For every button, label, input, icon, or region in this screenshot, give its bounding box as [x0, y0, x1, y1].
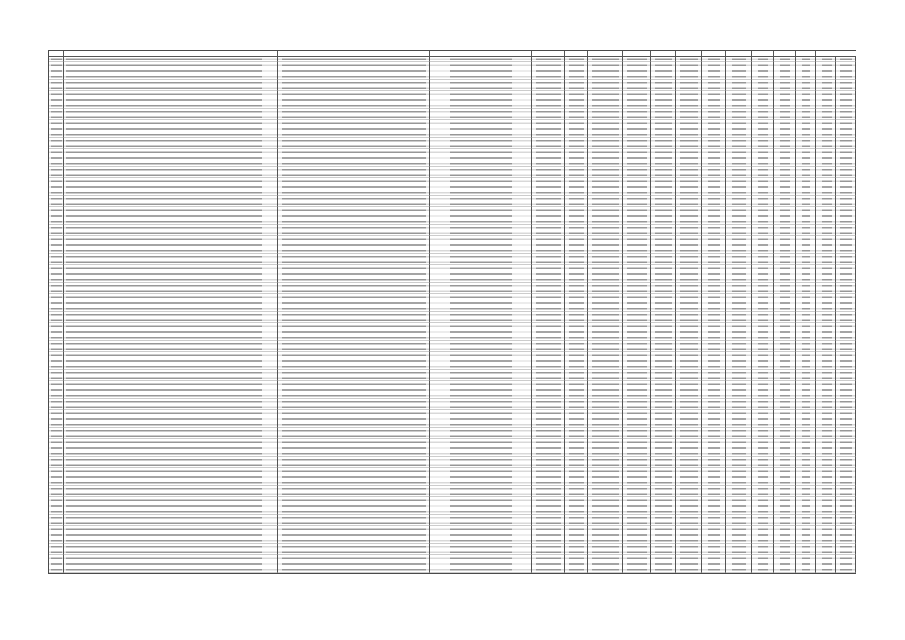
- row-number-column-text: [51, 57, 62, 574]
- area-column-text: [536, 57, 561, 574]
- value-column-text: [802, 57, 810, 574]
- work-type-column-text: [282, 57, 426, 574]
- value-column-text: [780, 57, 790, 574]
- value-column-text: [822, 57, 832, 574]
- value-column-text: [732, 57, 746, 574]
- data-table: [48, 50, 856, 574]
- address-column-text: [66, 57, 262, 574]
- period-column-text: [450, 57, 512, 574]
- value-column-text: [840, 57, 852, 574]
- year-column-text: [680, 57, 698, 574]
- value-column-text: [758, 57, 768, 574]
- floors-column-text: [569, 57, 584, 574]
- year-column-text: [627, 57, 647, 574]
- material-column-text: [592, 57, 619, 574]
- value-column-text: [708, 57, 720, 574]
- year-column-text: [655, 57, 672, 574]
- page-number: [0, 24, 905, 32]
